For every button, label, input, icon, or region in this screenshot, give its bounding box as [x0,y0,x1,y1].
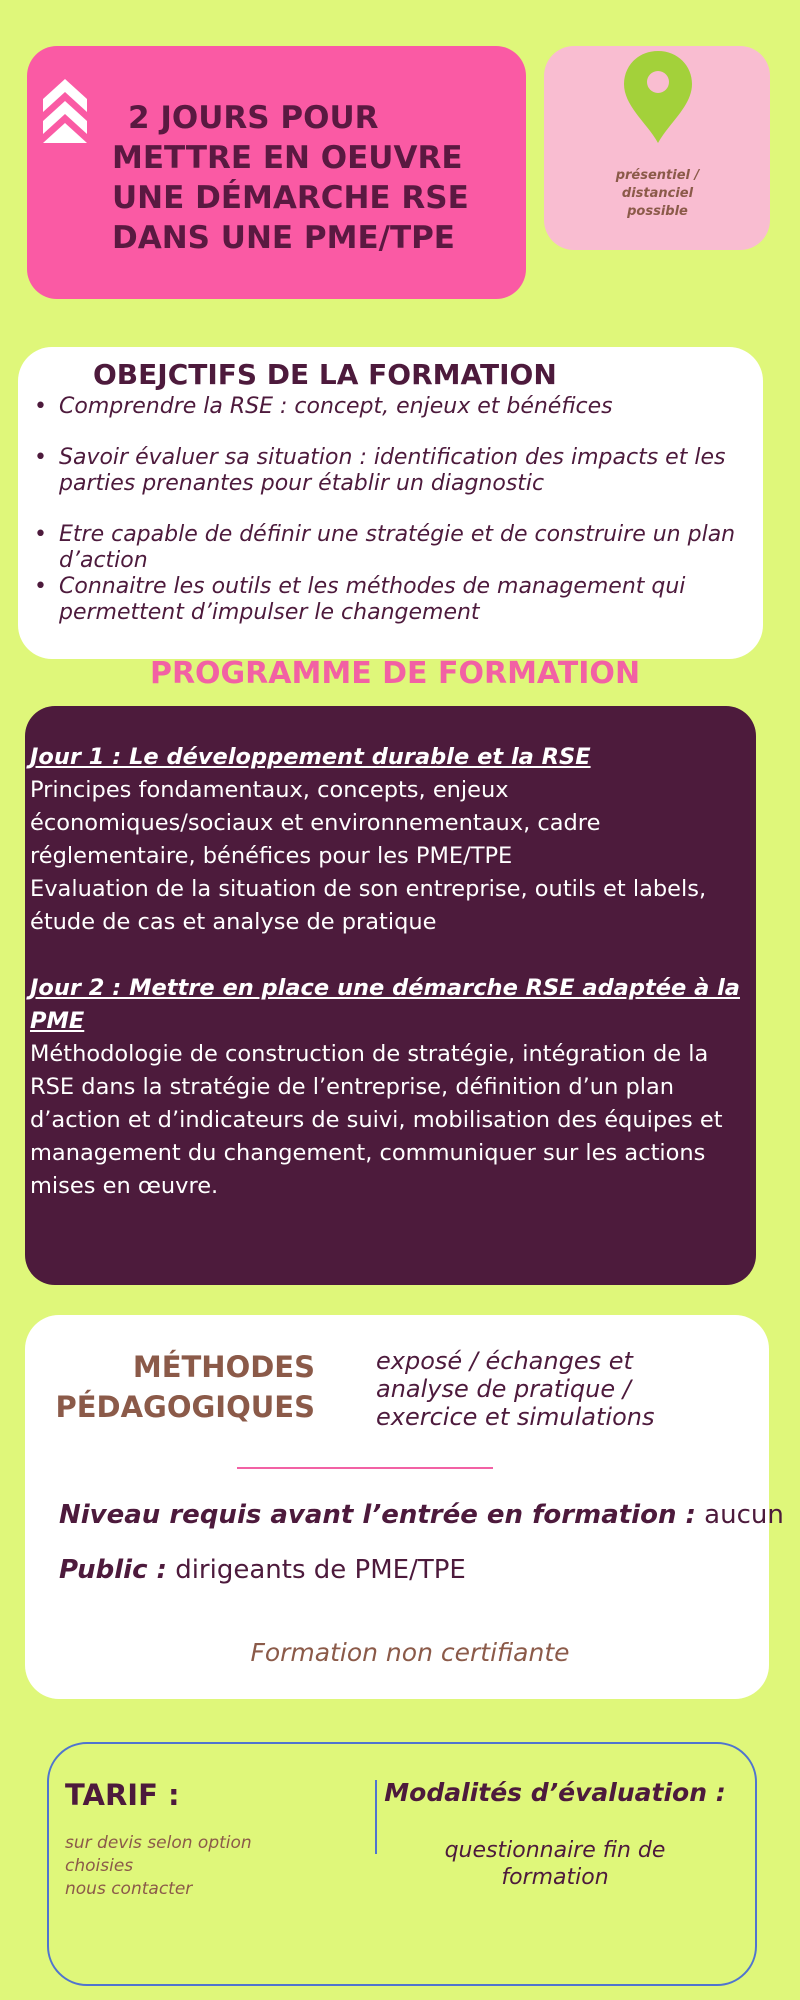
day2-text: Méthodologie de construction de stratégie, intégration de la RSE dans la stratégie de l’entreprise, définition d’un plan d’action et d’indicateurs de suivi, mobilisation des équipes et management du changement, communiquer sur les actions mises en œuvre. [30,1041,723,1199]
objectives-list [34,394,744,626]
objective-item: • Connaitre les outils et les méthodes de management qui permettent d’impulser le changement [34,574,744,626]
title-line: 2 JOURS POUR [128,100,379,136]
certification-note: Formation non certifiante [250,1638,570,1667]
objective-item: • Etre capable de définir une stratégie et de construire un plan d’action [34,522,744,574]
map-pin-icon [621,49,695,145]
divider [375,1780,377,1854]
pricing-line: choisies [65,1856,134,1876]
title-line: DANS UNE PME/TPE [112,220,455,256]
pricing-text [65,1832,252,1901]
location-mode-text [575,167,740,221]
title-line: METTRE EN OEUVRE [112,140,463,176]
methods-title-line: PÉDAGOGIQUES [55,1390,315,1424]
public-value: dirigeants de PME/TPE [175,1555,466,1585]
audience [59,1555,466,1585]
day1-text: Evaluation de la situation de son entreprise, outils et labels, étude de cas et analyse de pratique [30,876,707,935]
day2-title: Jour 2 : Mettre en place une démarche RSE adaptée à la PME [30,975,740,1034]
evaluation-line: formation [501,1865,609,1890]
day1-text: Principes fondamentaux, concepts, enjeux économiques/sociaux et environnementaux, cadre réglementaire, bénéfices pour les PME/TPE [30,777,601,869]
location-line: distanciel [621,186,694,201]
divider [237,1467,493,1469]
location-line: possible [627,204,688,219]
title-line: UNE DÉMARCHE RSE [112,180,469,216]
methods-title [50,1347,315,1427]
objective-item: • Savoir évaluer sa situation : identification des impacts et les parties prenantes pour établir un diagnostic [34,445,744,497]
page-title [112,98,512,258]
objective-item: • Comprendre la RSE : concept, enjeux et bénéfices [34,394,744,420]
public-label: Public : [59,1555,167,1585]
evaluation-title: Modalités d’évaluation : [384,1778,726,1807]
chevron-up-icon [43,79,87,143]
spacer [30,939,750,972]
location-line: présentiel / [615,168,700,183]
evaluation-text [400,1837,710,1891]
programme-body [30,741,750,1203]
pricing-line: sur devis selon option [65,1833,252,1853]
methods-line: exercice et simulations [376,1403,655,1431]
evaluation-line: questionnaire fin de [444,1838,666,1863]
day1-title: Jour 1 : Le développement durable et la RSE [30,744,591,770]
methods-title-line: MÉTHODES [132,1350,315,1384]
level-label: Niveau requis avant l’entrée en formation : [59,1500,696,1530]
methods-line: exposé / échanges et [376,1347,633,1375]
level-required [59,1500,784,1530]
programme-heading: PROGRAMME DE FORMATION [149,656,641,691]
methods-description [376,1347,736,1431]
objectives-title: OBEJCTIFS DE LA FORMATION [93,358,557,391]
pricing-title: TARIF : [65,1778,180,1812]
level-value: aucun [704,1500,784,1530]
pricing-line: nous contacter [65,1879,193,1899]
methods-line: analyse de pratique / [376,1375,631,1403]
